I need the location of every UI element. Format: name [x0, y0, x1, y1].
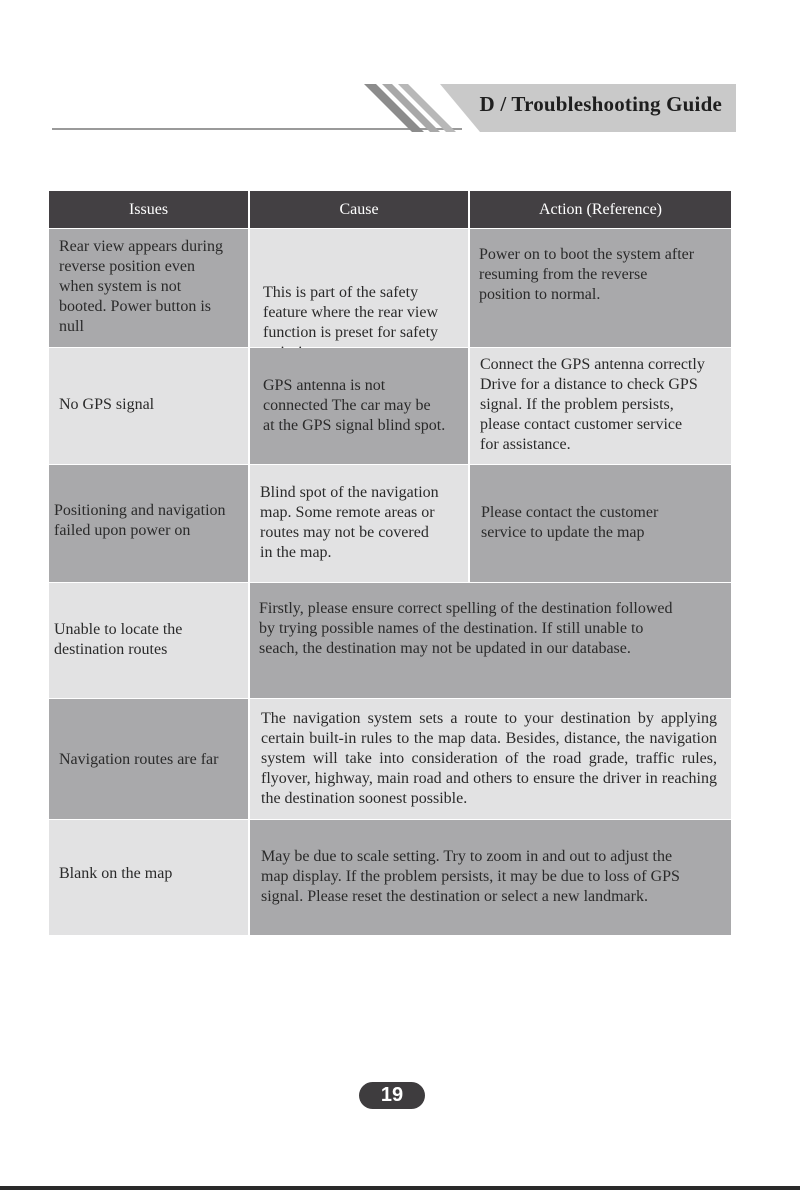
table-row-6-cause-action: May be due to scale setting. Try to zoom in and out to adjust the map display. If the problem persists, it may be due to loss of GPS signal. Please reset the destination or select a new landmark. — [250, 820, 731, 935]
page-title: D / Troubleshooting Guide — [479, 92, 722, 116]
table-row-6-issue: Blank on the map — [49, 820, 248, 935]
column-header-cause: Cause — [250, 191, 468, 228]
column-header-issues: Issues — [49, 191, 248, 228]
table-row-3-action: Please contact the customer service to update the map — [470, 465, 731, 582]
table-row-4-issue: Unable to locate the destination routes — [49, 583, 248, 698]
table-row-2-cause: GPS antenna is not connected The car may be at the GPS signal blind spot. — [250, 348, 468, 464]
table-row-5-issue: Navigation routes are far — [49, 699, 248, 819]
page-number-badge: 19 — [359, 1082, 425, 1109]
column-header-action: Action (Reference) — [470, 191, 731, 228]
table-row-2-action: Connect the GPS antenna correctly Drive for a distance to check GPS signal. If the problem persists, please contact customer service for assistance. — [470, 348, 731, 464]
table-row-2-issue: No GPS signal — [49, 348, 248, 464]
table-row-5-cause-action: The navigation system sets a route to your destination by applying certain built-in rules to the map data. Besides, distance, the navigation system will take into consideration of the road grade, traffic rules, flyover, highway, main road and others to ensure the driver in reaching the destination soonest possible. — [250, 699, 731, 819]
table-row-4-cause-action: Firstly, please ensure correct spelling of the destination followed by trying possible names of the destination. If still unable to seach, the destination may not be updated in our database. — [250, 583, 731, 698]
bottom-rule — [0, 1186, 800, 1190]
table-row-1-issue: Rear view appears during reverse position even when system is not booted. Power button is null — [49, 229, 248, 347]
table-row-1-cause: This is part of the safety feature where the rear view function is preset for safety — [250, 229, 468, 347]
table-row-3-issue: Positioning and navigation failed upon power on — [49, 465, 248, 582]
table-row-3-cause: Blind spot of the navigation map. Some remote areas or routes may not be covered in the map. — [250, 465, 468, 582]
table-row-1-action: Power on to boot the system after resuming from the reverse position to normal. — [470, 229, 731, 347]
